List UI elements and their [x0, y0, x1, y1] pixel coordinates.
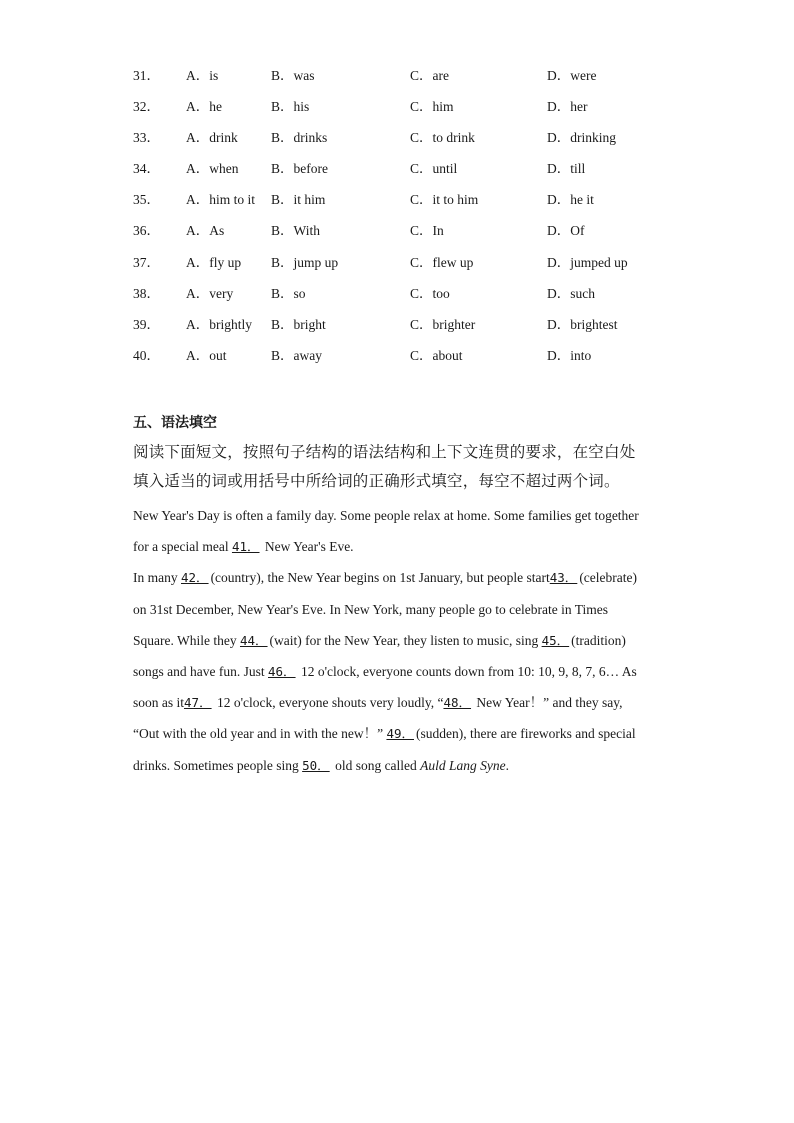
question-number: 36．: [133, 223, 160, 239]
blank-46[interactable]: 46．: [268, 664, 296, 680]
choice-a: A．brightly: [186, 316, 252, 332]
passage-line: [133, 750, 673, 781]
choice-a: A．him to it: [186, 192, 256, 208]
passage-text: “Out with the old year and in with the new！”: [133, 726, 387, 742]
option-row-39: [133, 315, 693, 346]
passage-line: [133, 531, 673, 562]
option-row-40: [133, 346, 693, 377]
choice-b: B．With: [271, 223, 320, 239]
blank-47[interactable]: 47．: [184, 695, 212, 711]
choice-b: B．his: [271, 99, 310, 115]
choice-a: A．out: [186, 347, 227, 363]
choice-c: C．In: [410, 223, 444, 239]
passage-text: old song called: [331, 757, 421, 773]
choice-c: C．him: [410, 99, 454, 115]
choice-d: D．her: [547, 99, 588, 115]
choice-b: B．so: [271, 285, 306, 301]
blank-50[interactable]: 50．: [302, 757, 330, 773]
choice-b: B．bright: [271, 316, 326, 332]
choice-d: D．Of: [547, 223, 585, 239]
choice-a: A．drink: [186, 130, 238, 146]
choice-a: A．As: [186, 223, 225, 239]
options-list: [133, 66, 693, 377]
choice-c: C．until: [410, 161, 458, 177]
choice-a: A．when: [186, 161, 239, 177]
passage-text: New Year's Day is often a family day. Some people relax at home. Some families get together: [133, 508, 639, 523]
choice-c: C．brighter: [410, 316, 476, 332]
choice-c: C．flew up: [410, 254, 474, 270]
option-row-31: [133, 66, 693, 97]
blank-49[interactable]: 49．: [386, 726, 414, 742]
passage-text: drinks. Sometimes people sing: [133, 757, 303, 773]
passage-line: [133, 718, 673, 749]
question-number: 40．: [133, 347, 160, 363]
option-row-35: [133, 190, 693, 221]
choice-d: D．till: [547, 161, 586, 177]
option-row-37: [133, 253, 693, 284]
choice-d: D．were: [547, 68, 597, 83]
passage-text: (sudden), there are fireworks and special: [416, 726, 636, 742]
passage-text: .: [505, 757, 510, 773]
choice-a: A．is: [186, 68, 219, 83]
blank-48[interactable]: 48．: [443, 695, 472, 711]
choice-c: C．are: [410, 68, 449, 83]
choice-a: A．he: [186, 99, 222, 115]
choice-c: C．too: [410, 285, 450, 301]
choice-b: B．before: [271, 161, 328, 177]
choice-b: B．drinks: [271, 130, 328, 146]
passage-text: New Year！” and they say,: [473, 695, 623, 711]
option-row-36: [133, 221, 693, 252]
passage-line: [133, 594, 673, 625]
question-number: 32．: [133, 99, 160, 115]
choice-c: C．it to him: [410, 192, 479, 208]
passage-text: songs and have fun. Just: [133, 664, 268, 680]
passage-text: Square. While they: [133, 632, 240, 648]
choice-d: D．he it: [547, 192, 594, 208]
passage-text: on 31st December, New Year's Eve. In New York, many people go to celebrate in Times: [133, 601, 609, 617]
passage-line: [133, 656, 673, 687]
section-instruction: [133, 438, 673, 496]
blank-41[interactable]: 41．: [231, 539, 260, 555]
blank-42[interactable]: 42．: [181, 570, 209, 586]
choice-d: D．into: [547, 347, 592, 363]
choice-a: A．very: [186, 285, 234, 301]
passage: [133, 500, 673, 781]
section-title: 五、语法填空: [133, 415, 217, 431]
blank-43[interactable]: 43．: [549, 570, 578, 586]
blank-44[interactable]: 44．: [239, 632, 268, 648]
passage-text: (celebrate): [579, 570, 638, 586]
blank-45[interactable]: 45．: [541, 632, 570, 648]
passage-text: In many: [133, 570, 181, 586]
choice-d: D．brightest: [547, 316, 618, 332]
choice-b: B．it him: [271, 192, 326, 208]
question-number: 33．: [133, 130, 160, 146]
passage-text: 12 o'clock, everyone shouts very loudly, “: [213, 695, 444, 711]
question-number: 35．: [133, 192, 160, 208]
passage-text: (tradition): [571, 632, 626, 648]
passage-text: 12 o'clock, everyone counts down from 10: 10, 9, 8, 7, 6… As: [297, 664, 637, 680]
option-row-38: [133, 284, 693, 315]
passage-line: [133, 687, 673, 718]
choice-c: C．about: [410, 347, 463, 363]
option-row-32: [133, 97, 693, 128]
option-row-34: [133, 159, 693, 190]
passage-line: [133, 500, 673, 531]
option-row-33: [133, 128, 693, 159]
choice-d: D．jumped up: [547, 254, 628, 270]
choice-a: A．fly up: [186, 254, 242, 270]
choice-b: B．was: [271, 68, 315, 83]
question-number: 37．: [133, 254, 160, 270]
question-number: 39．: [133, 316, 160, 332]
instruction-line: 填入适当的词或用括号中所给词的正确形式填空，每空不超过两个词。: [133, 472, 620, 490]
passage-line: [133, 625, 673, 656]
passage-text: soon as it: [133, 695, 185, 711]
choice-b: B．away: [271, 347, 322, 363]
choice-d: D．such: [547, 285, 595, 301]
question-number: 38．: [133, 285, 160, 301]
instruction-line: 阅读下面短文，按照句子结构的语法结构和上下文连贯的要求，在空白处: [133, 443, 636, 461]
passage-text: New Year's Eve.: [261, 539, 354, 555]
passage-text: (wait) for the New Year, they listen to music, sing: [269, 632, 542, 648]
song-title: Auld Lang Syne: [420, 757, 506, 773]
passage-text: (country), the New Year begins on 1st January, but people start: [210, 570, 550, 586]
question-number: 34．: [133, 161, 160, 177]
passage-text: for a special meal: [133, 539, 232, 555]
choice-b: B．jump up: [271, 254, 339, 270]
choice-d: D．drinking: [547, 130, 616, 146]
passage-line: [133, 562, 673, 593]
question-number: 31．: [133, 68, 160, 83]
choice-c: C．to drink: [410, 130, 475, 146]
